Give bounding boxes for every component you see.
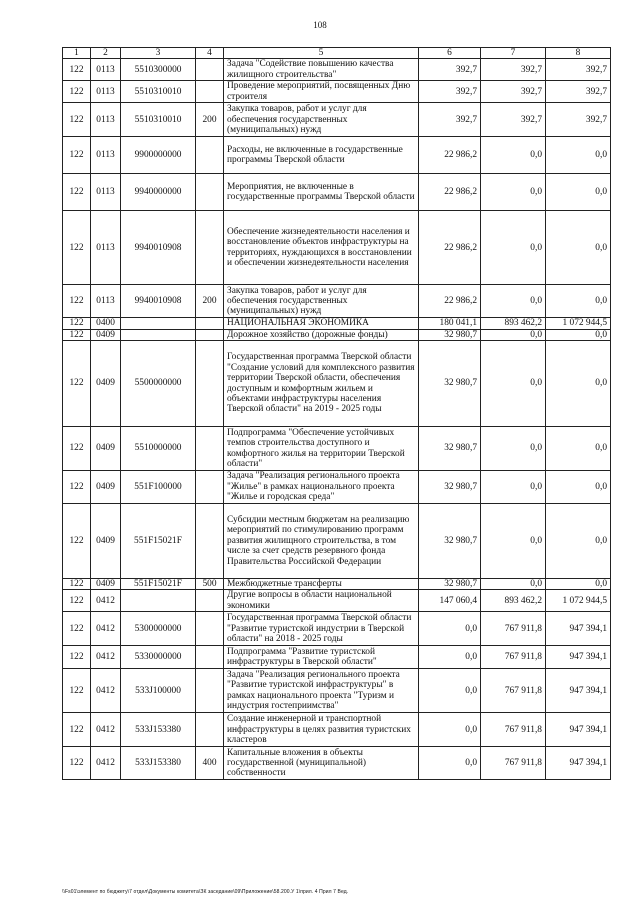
expense-type-cell — [196, 427, 224, 471]
item-name-cell: НАЦИОНАЛЬНАЯ ЭКОНОМИКА — [224, 318, 419, 329]
expense-type-cell — [196, 329, 224, 340]
admin-code-cell: 122 — [63, 612, 91, 646]
amount-year3-cell: 0,0 — [546, 427, 611, 471]
amount-year1-cell: 392,7 — [419, 81, 481, 103]
table-row — [63, 341, 611, 427]
target-code-cell: 551F15021F — [121, 579, 196, 590]
column-header: 7 — [481, 48, 546, 59]
amount-year3-cell: 392,7 — [546, 81, 611, 103]
admin-code-cell: 122 — [63, 329, 91, 340]
target-code-cell: 5510000000 — [121, 427, 196, 471]
amount-year1-cell: 0,0 — [419, 713, 481, 747]
amount-year3-cell: 392,7 — [546, 103, 611, 137]
page-number: 108 — [313, 20, 327, 30]
table-row — [63, 471, 611, 504]
admin-code-cell: 122 — [63, 59, 91, 81]
section-code-cell: 0412 — [91, 713, 121, 747]
expense-type-cell — [196, 341, 224, 427]
column-header: 4 — [196, 48, 224, 59]
section-code-cell: 0113 — [91, 59, 121, 81]
amount-year3-cell: 0,0 — [546, 341, 611, 427]
target-code-cell — [121, 329, 196, 340]
column-header: 8 — [546, 48, 611, 59]
section-code-cell: 0412 — [91, 669, 121, 713]
amount-year1-cell: 22 986,2 — [419, 174, 481, 211]
column-header: 6 — [419, 48, 481, 59]
target-code-cell — [121, 318, 196, 329]
amount-year2-cell: 767 911,8 — [481, 646, 546, 669]
item-name-cell: Капитальные вложения в объекты государственной (муниципальной) собственности — [224, 747, 419, 780]
amount-year1-cell: 147 060,4 — [419, 590, 481, 612]
item-name-cell: Другие вопросы в области национальной экономики — [224, 590, 419, 612]
amount-year2-cell: 0,0 — [481, 174, 546, 211]
target-code-cell: 533J100000 — [121, 669, 196, 713]
amount-year3-cell: 947 394,1 — [546, 713, 611, 747]
amount-year2-cell: 0,0 — [481, 329, 546, 340]
item-name-cell: Закупка товаров, работ и услуг для обеспечения государственных (муниципальных) нужд — [224, 103, 419, 137]
admin-code-cell: 122 — [63, 579, 91, 590]
section-code-cell: 0409 — [91, 341, 121, 427]
section-code-cell: 0412 — [91, 612, 121, 646]
amount-year2-cell: 0,0 — [481, 211, 546, 285]
amount-year1-cell: 0,0 — [419, 646, 481, 669]
section-code-cell: 0113 — [91, 211, 121, 285]
amount-year1-cell: 32 980,7 — [419, 341, 481, 427]
expense-type-cell — [196, 669, 224, 713]
item-name-cell: Государственная программа Тверской области "Создание условий для комплексного развития территории Тверской области, обеспечения доступным и комфортным жильем и объектами инфраструктуры населения Тверской области" на 2019 - 2025 годы — [224, 341, 419, 427]
expense-type-cell — [196, 471, 224, 504]
admin-code-cell: 122 — [63, 590, 91, 612]
amount-year3-cell: 0,0 — [546, 329, 611, 340]
table-row — [63, 211, 611, 285]
amount-year2-cell: 0,0 — [481, 427, 546, 471]
amount-year1-cell: 392,7 — [419, 59, 481, 81]
section-code-cell: 0113 — [91, 285, 121, 318]
admin-code-cell: 122 — [63, 318, 91, 329]
amount-year1-cell: 22 986,2 — [419, 285, 481, 318]
table-row — [63, 137, 611, 174]
expense-type-cell — [196, 504, 224, 579]
table-row — [63, 646, 611, 669]
item-name-cell: Задача "Содействие повышению качества жилищного строительства" — [224, 59, 419, 81]
amount-year2-cell: 893 462,2 — [481, 590, 546, 612]
expense-type-cell — [196, 646, 224, 669]
amount-year3-cell: 1 072 944,5 — [546, 590, 611, 612]
table-row — [63, 504, 611, 579]
admin-code-cell: 122 — [63, 211, 91, 285]
target-code-cell: 551F100000 — [121, 471, 196, 504]
target-code-cell: 5500000000 — [121, 341, 196, 427]
table-row — [63, 612, 611, 646]
target-code-cell — [121, 590, 196, 612]
table-row — [63, 579, 611, 590]
amount-year2-cell: 0,0 — [481, 285, 546, 318]
table-row — [63, 59, 611, 81]
column-header: 3 — [121, 48, 196, 59]
expense-type-cell — [196, 59, 224, 81]
amount-year3-cell: 947 394,1 — [546, 612, 611, 646]
expense-type-cell: 400 — [196, 747, 224, 780]
section-code-cell: 0412 — [91, 747, 121, 780]
footer-file-path: \\Fs01\элемент по бюджету\7 отдел\Документы комитета\ЗК заседание\09\Приложение\58.200.У 1\прил. 4 Прил 7 Вед. — [62, 889, 349, 895]
amount-year3-cell: 0,0 — [546, 579, 611, 590]
item-name-cell: Задача "Реализация регионального проекта "Развитие туристской инфраструктуры" в рамках национального проекта "Туризм и индустрия гостеприимства" — [224, 669, 419, 713]
expense-type-cell — [196, 590, 224, 612]
admin-code-cell: 122 — [63, 747, 91, 780]
amount-year2-cell: 767 911,8 — [481, 612, 546, 646]
amount-year1-cell: 0,0 — [419, 612, 481, 646]
table-row — [63, 329, 611, 340]
expense-type-cell: 500 — [196, 579, 224, 590]
item-name-cell: Мероприятия, не включенные в государственные программы Тверской области — [224, 174, 419, 211]
amount-year2-cell: 767 911,8 — [481, 713, 546, 747]
section-code-cell: 0113 — [91, 137, 121, 174]
amount-year3-cell: 392,7 — [546, 59, 611, 81]
target-code-cell: 9940010908 — [121, 285, 196, 318]
expense-type-cell — [196, 81, 224, 103]
amount-year1-cell: 22 986,2 — [419, 211, 481, 285]
amount-year2-cell: 893 462,2 — [481, 318, 546, 329]
column-header: 1 — [63, 48, 91, 59]
expense-type-cell: 200 — [196, 103, 224, 137]
section-code-cell: 0113 — [91, 174, 121, 211]
item-name-cell: Проведение мероприятий, посвященных Дню строителя — [224, 81, 419, 103]
amount-year1-cell: 32 980,7 — [419, 427, 481, 471]
section-code-cell: 0400 — [91, 318, 121, 329]
amount-year2-cell: 767 911,8 — [481, 747, 546, 780]
amount-year3-cell: 0,0 — [546, 211, 611, 285]
column-header: 5 — [224, 48, 419, 59]
amount-year1-cell: 32 980,7 — [419, 504, 481, 579]
amount-year3-cell: 1 072 944,5 — [546, 318, 611, 329]
item-name-cell: Расходы, не включенные в государственные программы Тверской области — [224, 137, 419, 174]
table-row — [63, 669, 611, 713]
section-code-cell: 0113 — [91, 103, 121, 137]
table-row — [63, 285, 611, 318]
amount-year2-cell: 0,0 — [481, 579, 546, 590]
target-code-cell: 533J153380 — [121, 747, 196, 780]
expense-type-cell — [196, 612, 224, 646]
expense-type-cell — [196, 713, 224, 747]
amount-year2-cell: 0,0 — [481, 504, 546, 579]
target-code-cell: 5510310010 — [121, 103, 196, 137]
table-row — [63, 318, 611, 329]
amount-year3-cell: 947 394,1 — [546, 646, 611, 669]
item-name-cell: Создание инженерной и транспортной инфраструктуры в целях развития туристских кластеров — [224, 713, 419, 747]
amount-year2-cell: 0,0 — [481, 137, 546, 174]
item-name-cell: Закупка товаров, работ и услуг для обеспечения государственных (муниципальных) нужд — [224, 285, 419, 318]
admin-code-cell: 122 — [63, 81, 91, 103]
target-code-cell: 9940000000 — [121, 174, 196, 211]
expense-type-cell — [196, 211, 224, 285]
amount-year1-cell: 0,0 — [419, 747, 481, 780]
admin-code-cell: 122 — [63, 471, 91, 504]
amount-year3-cell: 0,0 — [546, 285, 611, 318]
expense-type-cell: 200 — [196, 285, 224, 318]
item-name-cell: Межбюджетные трансферты — [224, 579, 419, 590]
budget-table — [62, 47, 611, 780]
amount-year2-cell: 392,7 — [481, 59, 546, 81]
target-code-cell: 5510310010 — [121, 81, 196, 103]
item-name-cell: Государственная программа Тверской области "Развитие туристской индустрии в Тверской области" на 2018 - 2025 годы — [224, 612, 419, 646]
admin-code-cell: 122 — [63, 103, 91, 137]
amount-year3-cell: 0,0 — [546, 471, 611, 504]
section-code-cell: 0409 — [91, 471, 121, 504]
admin-code-cell: 122 — [63, 427, 91, 471]
table-row — [63, 174, 611, 211]
item-name-cell: Подпрограмма "Развитие туристской инфраструктуры в Тверской области" — [224, 646, 419, 669]
amount-year1-cell: 180 041,1 — [419, 318, 481, 329]
amount-year3-cell: 0,0 — [546, 137, 611, 174]
section-code-cell: 0412 — [91, 590, 121, 612]
admin-code-cell: 122 — [63, 285, 91, 318]
table-row — [63, 713, 611, 747]
table-row — [63, 103, 611, 137]
expense-type-cell — [196, 318, 224, 329]
amount-year1-cell: 392,7 — [419, 103, 481, 137]
target-code-cell: 551F15021F — [121, 504, 196, 579]
amount-year1-cell: 0,0 — [419, 669, 481, 713]
item-name-cell: Субсидии местным бюджетам на реализацию мероприятий по стимулированию программ развития жилищного строительства, в том числе за счет средств резервного фонда Правительства Российской Федерации — [224, 504, 419, 579]
admin-code-cell: 122 — [63, 646, 91, 669]
target-code-cell: 9940010908 — [121, 211, 196, 285]
amount-year3-cell: 0,0 — [546, 504, 611, 579]
admin-code-cell: 122 — [63, 713, 91, 747]
expense-type-cell — [196, 174, 224, 211]
amount-year2-cell: 392,7 — [481, 81, 546, 103]
amount-year2-cell: 0,0 — [481, 341, 546, 427]
section-code-cell: 0409 — [91, 329, 121, 340]
admin-code-cell: 122 — [63, 137, 91, 174]
amount-year2-cell: 0,0 — [481, 471, 546, 504]
section-code-cell: 0409 — [91, 427, 121, 471]
column-header: 2 — [91, 48, 121, 59]
table-row — [63, 590, 611, 612]
amount-year1-cell: 32 980,7 — [419, 471, 481, 504]
amount-year3-cell: 947 394,1 — [546, 747, 611, 780]
section-code-cell: 0409 — [91, 504, 121, 579]
item-name-cell: Задача "Реализация регионального проекта "Жилье" в рамках национального проекта "Жилье и городская среда" — [224, 471, 419, 504]
table-row — [63, 427, 611, 471]
admin-code-cell: 122 — [63, 504, 91, 579]
item-name-cell: Обеспечение жизнедеятельности населения и восстановление объектов инфраструктуры на территориях, нуждающихся в восстановлении и обеспечении жизнедеятельности населения — [224, 211, 419, 285]
expense-type-cell — [196, 137, 224, 174]
amount-year1-cell: 32 980,7 — [419, 579, 481, 590]
table-row — [63, 747, 611, 780]
amount-year3-cell: 0,0 — [546, 174, 611, 211]
target-code-cell: 533J153380 — [121, 713, 196, 747]
target-code-cell: 5330000000 — [121, 646, 196, 669]
table-row — [63, 81, 611, 103]
item-name-cell: Подпрограмма "Обеспечение устойчивых темпов строительства доступного и комфортного жилья на территории Тверской области" — [224, 427, 419, 471]
target-code-cell: 5510300000 — [121, 59, 196, 81]
amount-year2-cell: 392,7 — [481, 103, 546, 137]
table-header-row — [63, 48, 611, 59]
amount-year2-cell: 767 911,8 — [481, 669, 546, 713]
item-name-cell: Дорожное хозяйство (дорожные фонды) — [224, 329, 419, 340]
amount-year1-cell: 32 980,7 — [419, 329, 481, 340]
target-code-cell: 5300000000 — [121, 612, 196, 646]
admin-code-cell: 122 — [63, 669, 91, 713]
amount-year1-cell: 22 986,2 — [419, 137, 481, 174]
amount-year3-cell: 947 394,1 — [546, 669, 611, 713]
admin-code-cell: 122 — [63, 174, 91, 211]
target-code-cell: 9900000000 — [121, 137, 196, 174]
section-code-cell: 0113 — [91, 81, 121, 103]
section-code-cell: 0409 — [91, 579, 121, 590]
section-code-cell: 0412 — [91, 646, 121, 669]
admin-code-cell: 122 — [63, 341, 91, 427]
